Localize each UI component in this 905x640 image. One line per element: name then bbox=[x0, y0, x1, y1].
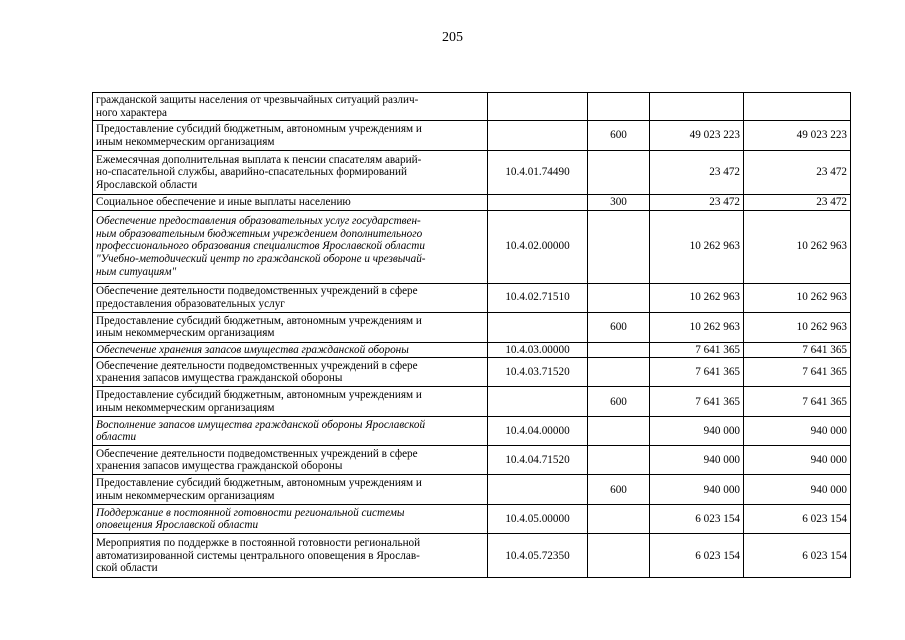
row-amount-1-cell: 10 262 963 bbox=[650, 210, 744, 283]
row-amount-1-cell: 940 000 bbox=[650, 417, 744, 446]
row-code-cell bbox=[488, 387, 588, 417]
row-amount-1-cell bbox=[650, 93, 744, 121]
table-row bbox=[93, 475, 851, 505]
row-code-cell: 10.4.04.00000 bbox=[488, 417, 588, 446]
row-amount-1-cell: 6 023 154 bbox=[650, 505, 744, 534]
row-amount-2-cell bbox=[744, 93, 851, 121]
table-row bbox=[93, 93, 851, 121]
row-code-cell: 10.4.04.71520 bbox=[488, 446, 588, 475]
row-name-cell: Обеспечение деятельности подведомственных учреждений в сфере предоставления образовательных услуг bbox=[93, 283, 488, 312]
row-amount-1-cell: 10 262 963 bbox=[650, 312, 744, 342]
row-amount-2-cell: 49 023 223 bbox=[744, 121, 851, 151]
row-expense-type-cell bbox=[588, 417, 650, 446]
row-amount-1-cell: 6 023 154 bbox=[650, 534, 744, 578]
row-code-cell: 10.4.05.72350 bbox=[488, 534, 588, 578]
table-row bbox=[93, 387, 851, 417]
table-row bbox=[93, 312, 851, 342]
table-row bbox=[93, 534, 851, 578]
table-row bbox=[93, 283, 851, 312]
row-expense-type-cell bbox=[588, 210, 650, 283]
row-amount-2-cell: 10 262 963 bbox=[744, 210, 851, 283]
row-expense-type-cell bbox=[588, 151, 650, 195]
row-name-cell: Обеспечение деятельности подведомственных учреждений в сфере хранения запасов имущества гражданской обороны bbox=[93, 446, 488, 475]
row-expense-type-cell bbox=[588, 446, 650, 475]
table-row bbox=[93, 210, 851, 283]
row-amount-1-cell: 7 641 365 bbox=[650, 358, 744, 387]
row-expense-type-cell: 300 bbox=[588, 195, 650, 211]
row-code-cell bbox=[488, 312, 588, 342]
row-amount-2-cell: 7 641 365 bbox=[744, 387, 851, 417]
table-row bbox=[93, 446, 851, 475]
row-expense-type-cell: 600 bbox=[588, 387, 650, 417]
row-code-cell: 10.4.03.00000 bbox=[488, 342, 588, 358]
row-name-cell: Мероприятия по поддержке в постоянной готовности региональной автоматизированной системы центрального оповещения в Ярослав- ской области bbox=[93, 534, 488, 578]
row-name-cell: Обеспечение хранения запасов имущества гражданской обороны bbox=[93, 342, 488, 358]
row-expense-type-cell bbox=[588, 93, 650, 121]
table-row bbox=[93, 121, 851, 151]
row-name-cell: гражданской защиты населения от чрезвычайных ситуаций различ- ного характера bbox=[93, 93, 488, 121]
budget-table bbox=[92, 92, 851, 578]
row-expense-type-cell: 600 bbox=[588, 312, 650, 342]
row-code-cell: 10.4.03.71520 bbox=[488, 358, 588, 387]
row-name-cell: Предоставление субсидий бюджетным, автономным учреждениям и иным некоммерческим организациям bbox=[93, 312, 488, 342]
row-name-cell: Поддержание в постоянной готовности региональной системы оповещения Ярославской области bbox=[93, 505, 488, 534]
row-name-cell: Восполнение запасов имущества гражданской обороны Ярославской области bbox=[93, 417, 488, 446]
row-name-cell: Обеспечение предоставления образовательных услуг государствен- ным образовательным бюджетным учреждением дополнительного профессионального образования специалистов Ярославской области "Учебно-методический центр по гражданской обороне и чрезвычай- ным ситуациям" bbox=[93, 210, 488, 283]
row-amount-2-cell: 940 000 bbox=[744, 446, 851, 475]
row-code-cell: 10.4.01.74490 bbox=[488, 151, 588, 195]
row-expense-type-cell bbox=[588, 342, 650, 358]
row-code-cell bbox=[488, 93, 588, 121]
row-amount-2-cell: 6 023 154 bbox=[744, 505, 851, 534]
row-code-cell bbox=[488, 475, 588, 505]
row-name-cell: Предоставление субсидий бюджетным, автономным учреждениям и иным некоммерческим организациям bbox=[93, 121, 488, 151]
row-amount-2-cell: 940 000 bbox=[744, 475, 851, 505]
row-amount-1-cell: 940 000 bbox=[650, 475, 744, 505]
row-amount-1-cell: 940 000 bbox=[650, 446, 744, 475]
row-code-cell bbox=[488, 195, 588, 211]
row-expense-type-cell: 600 bbox=[588, 475, 650, 505]
row-amount-1-cell: 7 641 365 bbox=[650, 342, 744, 358]
row-amount-2-cell: 6 023 154 bbox=[744, 534, 851, 578]
row-amount-2-cell: 7 641 365 bbox=[744, 358, 851, 387]
row-expense-type-cell bbox=[588, 358, 650, 387]
row-name-cell: Обеспечение деятельности подведомственных учреждений в сфере хранения запасов имущества гражданской обороны bbox=[93, 358, 488, 387]
page-number: 205 bbox=[442, 30, 463, 45]
row-name-cell: Предоставление субсидий бюджетным, автономным учреждениям и иным некоммерческим организациям bbox=[93, 387, 488, 417]
row-amount-1-cell: 7 641 365 bbox=[650, 387, 744, 417]
row-name-cell: Социальное обеспечение и иные выплаты населению bbox=[93, 195, 488, 211]
table-row bbox=[93, 195, 851, 211]
row-name-cell: Ежемесячная дополнительная выплата к пенсии спасателям аварий- но-спасательной службы, аварийно-спасательных формирований Ярославской области bbox=[93, 151, 488, 195]
row-code-cell: 10.4.02.71510 bbox=[488, 283, 588, 312]
row-amount-2-cell: 940 000 bbox=[744, 417, 851, 446]
row-amount-2-cell: 10 262 963 bbox=[744, 283, 851, 312]
row-expense-type-cell bbox=[588, 534, 650, 578]
row-expense-type-cell bbox=[588, 505, 650, 534]
budget-table-body bbox=[93, 93, 851, 578]
row-amount-1-cell: 23 472 bbox=[650, 151, 744, 195]
row-amount-2-cell: 23 472 bbox=[744, 195, 851, 211]
table-row bbox=[93, 342, 851, 358]
table-row bbox=[93, 151, 851, 195]
row-expense-type-cell: 600 bbox=[588, 121, 650, 151]
row-amount-2-cell: 7 641 365 bbox=[744, 342, 851, 358]
row-code-cell: 10.4.02.00000 bbox=[488, 210, 588, 283]
row-amount-1-cell: 49 023 223 bbox=[650, 121, 744, 151]
row-name-cell: Предоставление субсидий бюджетным, автономным учреждениям и иным некоммерческим организациям bbox=[93, 475, 488, 505]
table-row bbox=[93, 417, 851, 446]
table-row bbox=[93, 505, 851, 534]
row-amount-2-cell: 10 262 963 bbox=[744, 312, 851, 342]
row-code-cell bbox=[488, 121, 588, 151]
table-row bbox=[93, 358, 851, 387]
row-amount-1-cell: 23 472 bbox=[650, 195, 744, 211]
row-amount-2-cell: 23 472 bbox=[744, 151, 851, 195]
row-amount-1-cell: 10 262 963 bbox=[650, 283, 744, 312]
row-expense-type-cell bbox=[588, 283, 650, 312]
row-code-cell: 10.4.05.00000 bbox=[488, 505, 588, 534]
